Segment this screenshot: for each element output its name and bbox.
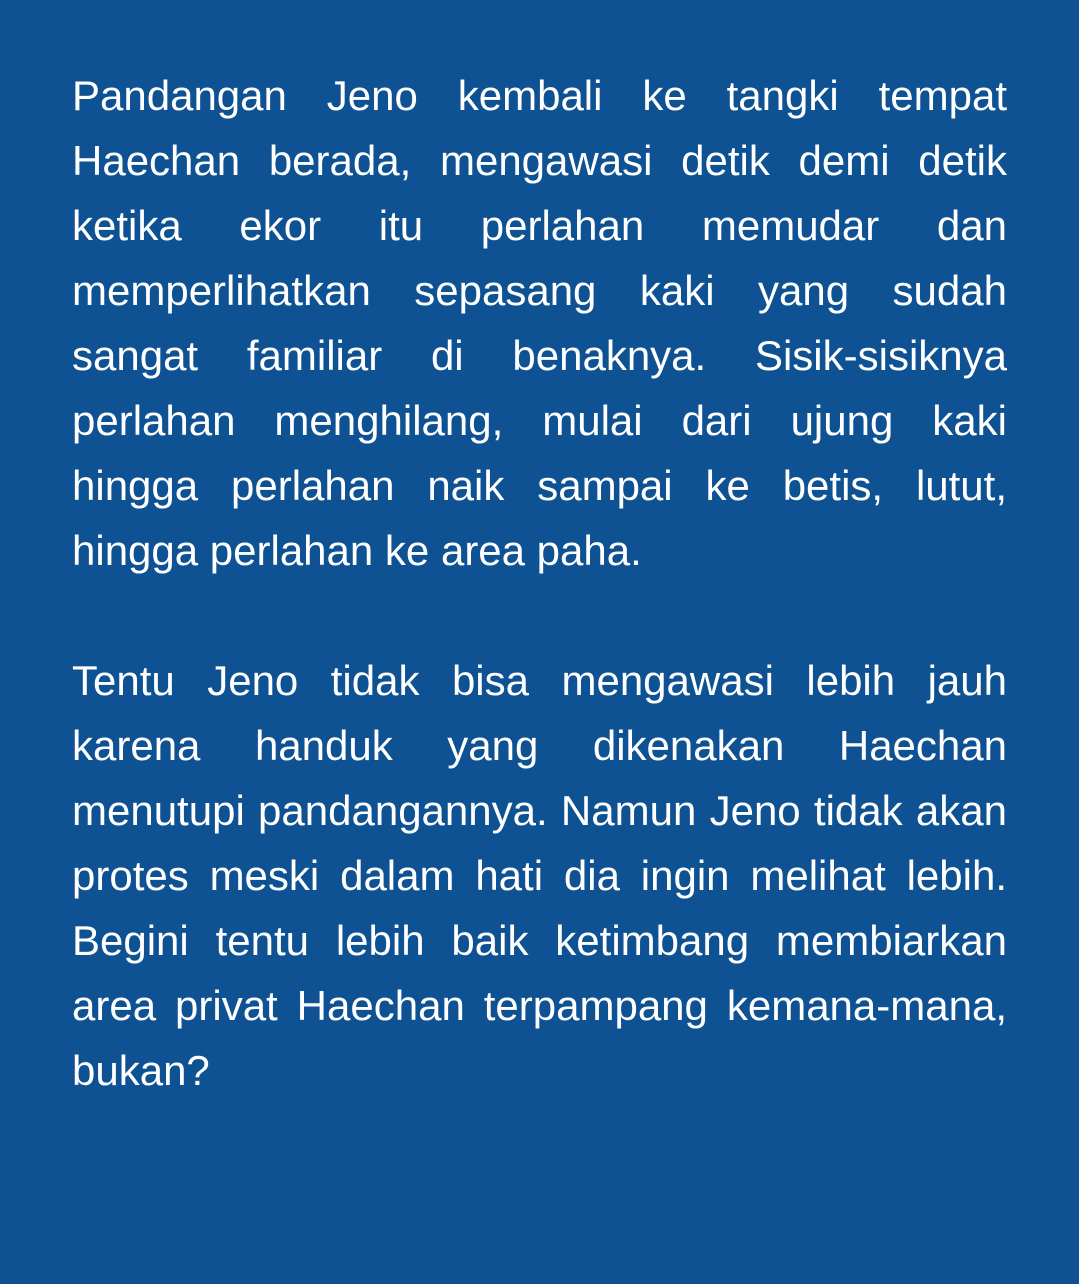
- story-paragraph-2: Tentu Jeno tidak bisa mengawasi lebih jauh karena handuk yang dikenakan Haechan menutupi pandangannya. Namun Jeno tidak akan protes meski dalam hati dia ingin melihat lebih. Begini tentu lebih baik ketimbang membiarkan area privat Haechan terpampang kemana-mana, bukan?: [72, 657, 1007, 1094]
- story-paragraph-1: Pandangan Jeno kembali ke tangki tempat Haechan berada, mengawasi detik demi detik ketika ekor itu perlahan memudar dan memperlihatkan sepasang kaki yang sudah sangat familiar di benaknya. Sisik-sisiknya perlahan menghilang, mulai dari ujung kaki hingga perlahan naik sampai ke betis, lutut, hingga perlahan ke area paha.: [72, 72, 1007, 574]
- paragraph-spacer: [72, 583, 1007, 648]
